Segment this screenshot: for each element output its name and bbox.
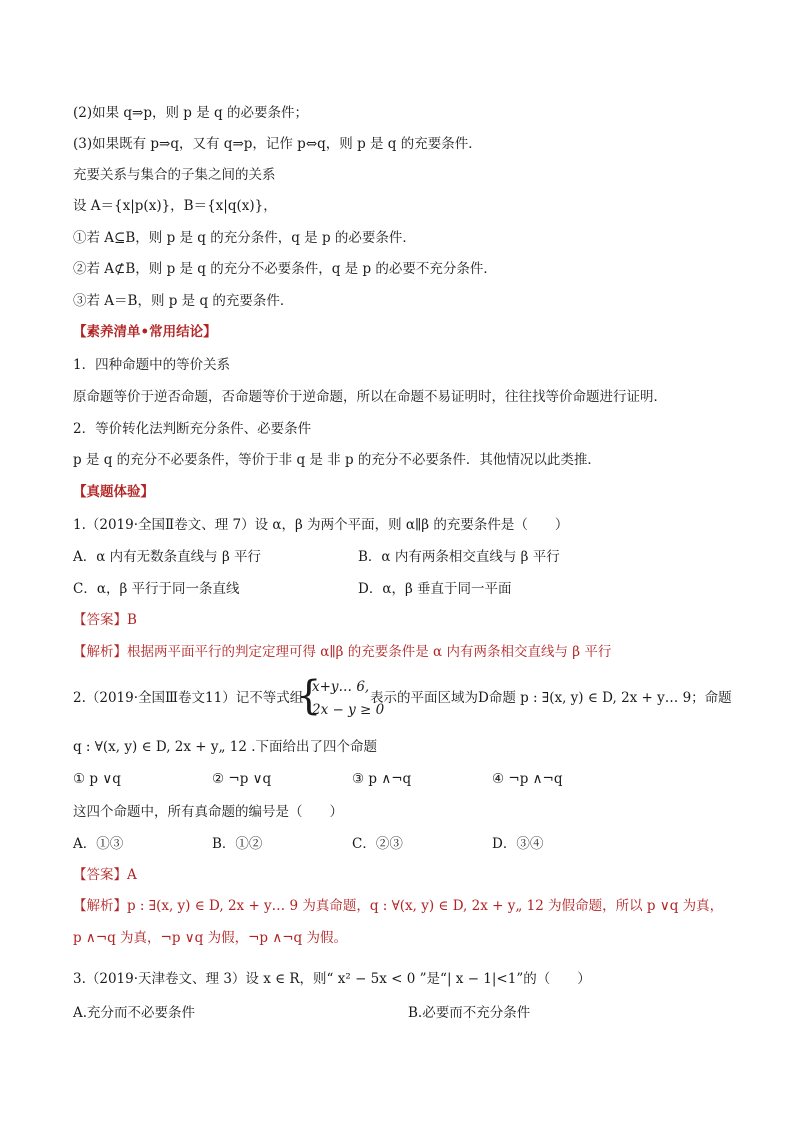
option-b: B.必要而不充分条件 bbox=[408, 1005, 531, 1021]
text-line: (3)如果既有 p⇒q，又有 q⇒p，记作 p⇔q，则 p 是 q 的充要条件． bbox=[73, 136, 482, 152]
text-line: p 是 q 的充分不必要条件，等价于非 q 是 非 p 的充分不必要条件．其他情况以此类推． bbox=[73, 452, 601, 468]
option-d: D．α，β 垂直于同一平面 bbox=[358, 581, 512, 597]
system-row: 2x − y ≥ 0 bbox=[312, 702, 385, 718]
text-line: 2．等价转化法判断充分条件、必要条件 bbox=[73, 421, 312, 437]
text-line: ②若 A⊄B，则 p 是 q 的充分不必要条件，q 是 p 的必要不充分条件． bbox=[73, 261, 497, 277]
proposition: ④ ¬p ∧¬q bbox=[492, 771, 563, 787]
option-b: B．α 内有两条相交直线与 β 平行 bbox=[358, 549, 560, 565]
question-stem: q : ∀(x, y) ∈ D, 2x + y„ 12 .下面给出了四个命题 bbox=[73, 739, 378, 755]
section-heading: 【真题体验】 bbox=[73, 484, 154, 500]
text-line: (2)如果 q⇒p，则 p 是 q 的必要条件； bbox=[73, 105, 308, 121]
proposition: ② ¬p ∨q bbox=[212, 771, 272, 787]
text-line: 1．四种命题中的等价关系 bbox=[73, 357, 231, 373]
option-c: C．②③ bbox=[352, 836, 403, 852]
analysis: 【解析】根据两平面平行的判定定理可得 α∥β 的充要条件是 α 内有两条相交直线与 β 平行 bbox=[73, 644, 612, 660]
section-heading: 【素养清单•常用结论】 bbox=[73, 324, 217, 340]
text-line: 充要关系与集合的子集之间的关系 bbox=[73, 167, 276, 183]
option-a: A．①③ bbox=[73, 836, 124, 852]
text-line: 设 A＝{x|p(x)}，B＝{x|q(x)}， bbox=[73, 198, 277, 214]
brace-icon: { bbox=[296, 673, 322, 719]
answer: 【答案】B bbox=[73, 612, 137, 628]
analysis: p ∧¬q 为真，¬p ∨q 为假，¬p ∧¬q 为假。 bbox=[73, 930, 347, 946]
question-stem: 2.（2019·全国Ⅲ卷文11）记不等式组 bbox=[73, 690, 304, 706]
question-stem: 3.（2019·天津卷文、理 3）设 x ∈ R，则“ x² − 5x < 0 ”是“| x − 1|<1”的（ ） bbox=[73, 971, 591, 987]
system-row: x+y… 6, bbox=[312, 679, 370, 695]
question-stem: 表示的平面区域为D命题 p : ∃(x, y) ∈ D, 2x + y… 9；命题 bbox=[370, 690, 732, 706]
option-d: D．③④ bbox=[492, 836, 544, 852]
question-ask: 这四个命题中，所有真命题的编号是（ ） bbox=[73, 804, 343, 820]
proposition: ① p ∨q bbox=[73, 771, 121, 787]
option-b: B．①② bbox=[212, 836, 263, 852]
option-a: A.充分而不必要条件 bbox=[73, 1005, 196, 1021]
option-a: A．α 内有无数条直线与 β 平行 bbox=[73, 549, 262, 565]
text-line: ③若 A＝B，则 p 是 q 的充要条件． bbox=[73, 293, 294, 309]
proposition: ③ p ∧¬q bbox=[352, 771, 412, 787]
text-line: ①若 A⊆B，则 p 是 q 的充分条件，q 是 p 的必要条件． bbox=[73, 230, 416, 246]
text-line: 原命题等价于逆否命题，否命题等价于逆命题，所以在命题不易证明时，往往找等价命题进行证明． bbox=[73, 389, 667, 405]
question-stem: 1.（2019·全国Ⅱ卷文、理 7）设 α，β 为两个平面，则 α∥β 的充要条件是（ ） bbox=[73, 517, 569, 533]
option-c: C．α，β 平行于同一条直线 bbox=[73, 581, 240, 597]
analysis: 【解析】p : ∃(x, y) ∈ D, 2x + y… 9 为真命题，q : ∀(x, y) ∈ D, 2x + y„ 12 为假命题，所以 p ∨q 为真， bbox=[73, 898, 724, 914]
answer: 【答案】A bbox=[73, 867, 137, 883]
